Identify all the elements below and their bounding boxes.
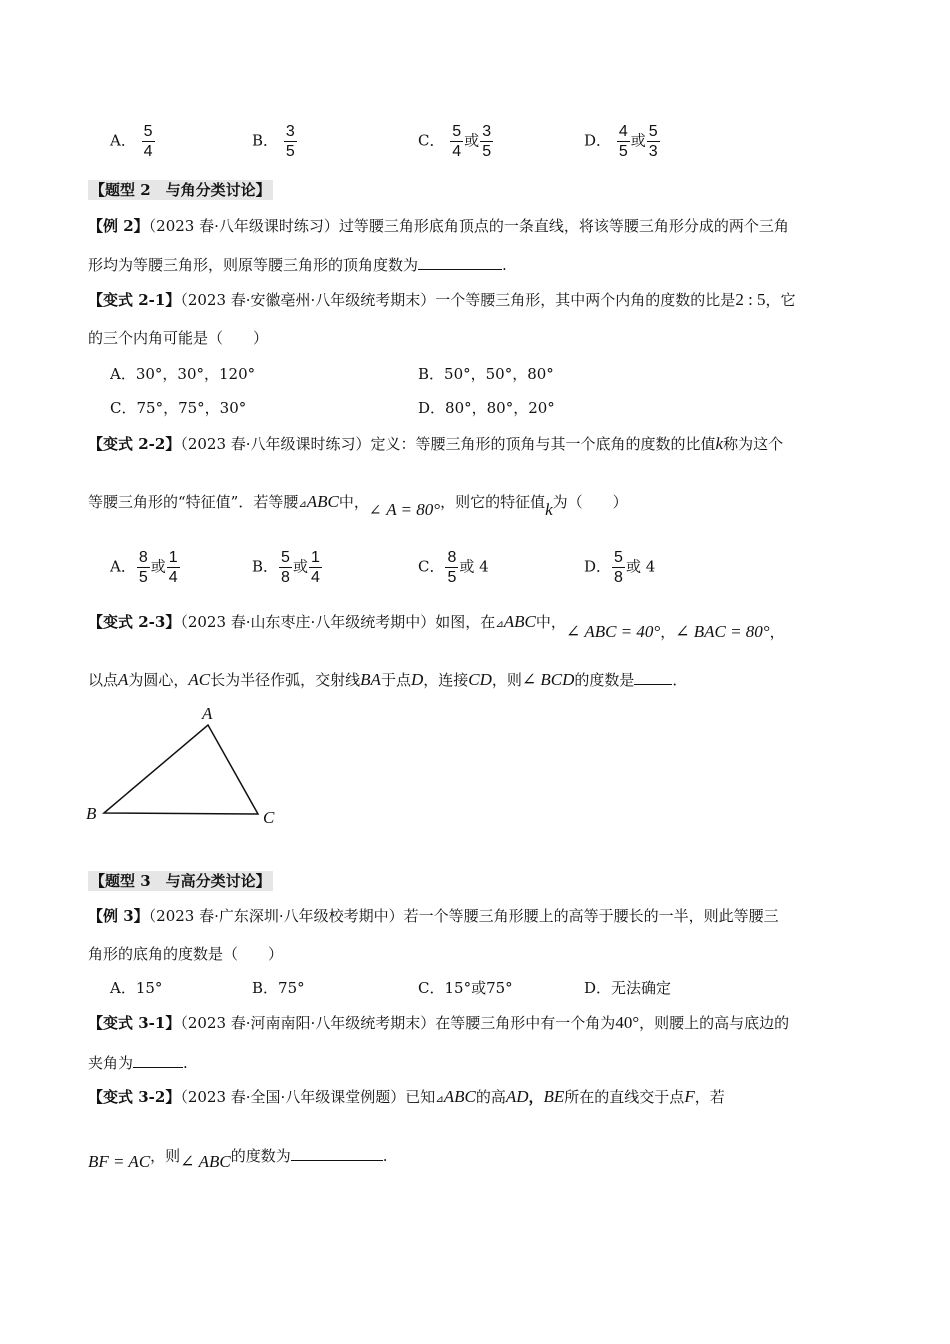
fraction: $\frac{4}{5}$: [618, 123, 628, 160]
variant-2-3-line1: 【变式 2-3】（2023 春·山东枣庄·八年级统考期中）如图，在⊿ABC中，∠ ABC = 40°，∠ BAC = 80°，: [88, 612, 785, 641]
variant-3-2-line2: BF = AC，则∠ ABC的度数为 .: [88, 1147, 388, 1171]
option-a: A．15°: [110, 979, 163, 997]
example-2-line1: 【例 2】（2023 春·八年级课时练习）过等腰三角形底角顶点的一条直线，将该等腰三角形分成的两个三角: [88, 217, 789, 235]
variant-2-2-line2: 等腰三角形的“特征值”．若等腰⊿ABC中，∠ A = 80°，则它的特征值k为（ ）: [88, 492, 628, 519]
example-3-line2: 角形的底角的度数是（ ）: [88, 945, 284, 963]
option-a: A． $\frac{5}{4}$: [110, 123, 153, 160]
fraction: $\frac{8}{5}$: [138, 549, 148, 586]
option-c: C． $\frac{8}{5}$ 或 4: [418, 549, 489, 586]
variant-3-1-line1: 【变式 3-1】（2023 春·河南南阳·八年级统考期末）在等腰三角形中有一个角为40°，则腰上的高与底边的: [88, 1013, 790, 1032]
option-d: D． $\frac{4}{5}$ 或 $\frac{5}{3}$: [584, 123, 658, 160]
variant-2-1-line2: 的三个内角可能是（ ）: [88, 329, 269, 347]
option-c: C．75°，75°，30°: [110, 399, 247, 417]
variant-2-3-line2: 以点A为圆心，AC长为半径作弧，交射线BA于点D，连接CD，则∠ BCD的度数是 ．: [88, 670, 688, 689]
answer-blank[interactable]: [133, 1053, 183, 1068]
option-b: B．50°，50°，80°: [418, 365, 554, 383]
fraction: $\frac{3}{5}$: [482, 123, 492, 160]
vertex-label-c: C: [263, 808, 275, 827]
example-2-line2: 形均为等腰三角形，则原等腰三角形的顶角度数为 .: [88, 256, 507, 274]
example-3-line1: 【例 3】（2023 春·广东深圳·八年级校考期中）若一个等腰三角形腰上的高等于腰长的一半，则此等腰三: [88, 907, 779, 925]
fraction: $\frac{5}{3}$: [648, 123, 658, 160]
vertex-label-a: A: [202, 704, 213, 723]
option-c: C． $\frac{5}{4}$ 或 $\frac{3}{5}$: [418, 123, 492, 160]
option-a: A．30°，30°，120°: [110, 365, 256, 383]
option-d: D．80°，80°，20°: [418, 399, 555, 417]
variant-3-1-line2: 夹角为 .: [88, 1054, 188, 1072]
fraction: $\frac{3}{5}$: [285, 123, 295, 160]
option-d: D． $\frac{5}{8}$ 或 4: [584, 549, 656, 586]
vertex-label-b: B: [86, 804, 97, 823]
fraction: $\frac{1}{4}$: [168, 549, 178, 586]
fraction: $\frac{8}{5}$: [447, 549, 457, 586]
fraction: $\frac{5}{8}$: [281, 549, 290, 586]
answer-blank[interactable]: [418, 255, 502, 270]
option-a: A． $\frac{8}{5}$ 或 $\frac{1}{4}$: [110, 549, 178, 586]
answer-blank[interactable]: [634, 670, 672, 685]
option-b: B． $\frac{3}{5}$: [252, 123, 295, 160]
answer-blank[interactable]: [291, 1146, 383, 1161]
fraction: $\frac{5}{4}$: [452, 123, 462, 160]
section-header-3: 【题型 3 与高分类讨论】: [90, 872, 271, 890]
section-header-2: 【题型 2 与角分类讨论】: [90, 181, 271, 199]
option-b: B． $\frac{5}{8}$ 或 $\frac{1}{4}$: [252, 549, 320, 586]
option-c: C．15°或75°: [418, 979, 513, 997]
option-d: D．无法确定: [584, 979, 672, 997]
triangle-abc: [104, 725, 258, 814]
fraction: $\frac{1}{4}$: [310, 549, 320, 586]
fraction: $\frac{5}{4}$: [143, 123, 153, 160]
option-b: B．75°: [252, 979, 305, 997]
variant-2-1-line1: 【变式 2-1】（2023 春·安徽亳州·八年级统考期末）一个等腰三角形，其中两个内角的度数的比是2 : 5，它: [88, 290, 796, 309]
variant-3-2-line1: 【变式 3-2】（2023 春·全国·八年级课堂例题）已知⊿ABC的高AD，BE所在的直线交于点F，若: [88, 1087, 725, 1106]
variant-2-2-line1: 【变式 2-2】（2023 春·八年级课时练习）定义：等腰三角形的顶角与其一个底角的度数的比值k称为这个: [88, 434, 784, 453]
fraction: $\frac{5}{8}$: [614, 549, 623, 586]
